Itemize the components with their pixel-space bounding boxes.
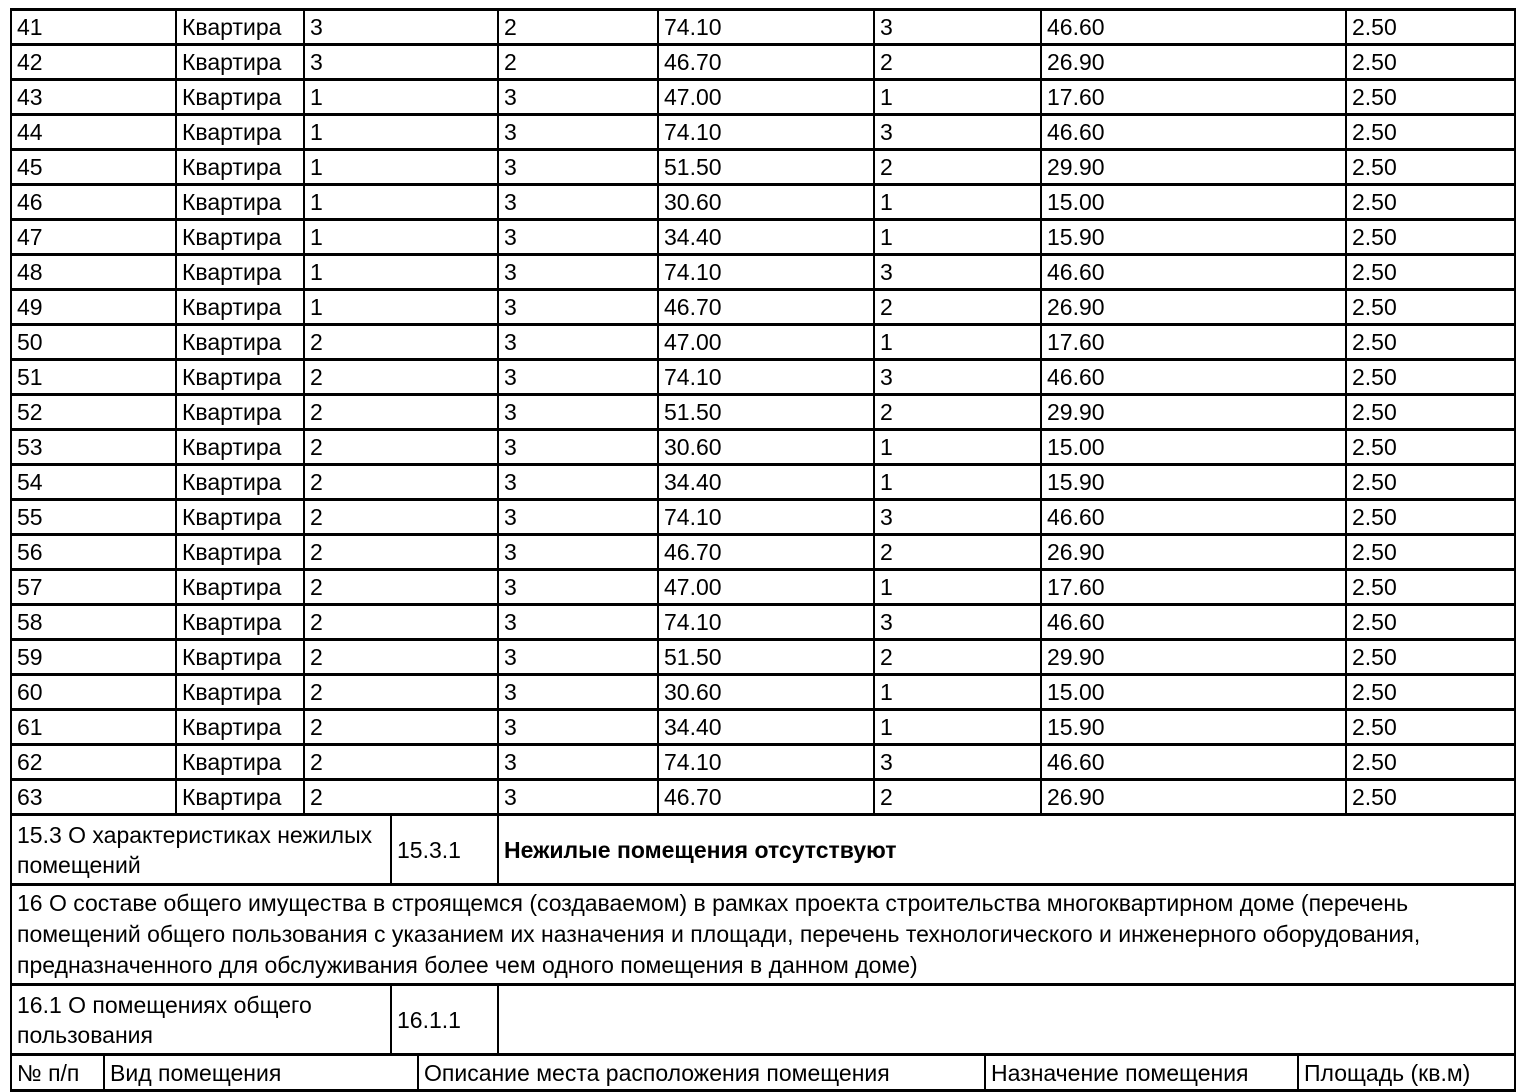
apartment-cell: 2.50 — [1346, 10, 1515, 45]
apartment-cell: 2.50 — [1346, 395, 1515, 430]
apartment-cell: Квартира — [176, 220, 304, 255]
apartment-cell: 2.50 — [1346, 220, 1515, 255]
section-16-1-code: 16.1.1 — [391, 985, 498, 1055]
apartment-cell: 42 — [11, 45, 176, 80]
apartment-cell: 1 — [874, 430, 1041, 465]
apartment-cell: 3 — [498, 115, 658, 150]
apartment-row — [11, 395, 1515, 430]
apartment-cell: 46.60 — [1041, 115, 1346, 150]
apartment-cell: 2 — [304, 535, 498, 570]
apartment-cell: 3 — [498, 255, 658, 290]
apartment-cell: 2.50 — [1346, 710, 1515, 745]
apartment-row — [11, 80, 1515, 115]
apartment-cell: 1 — [304, 220, 498, 255]
apartment-cell: 51.50 — [658, 640, 874, 675]
apartments-table — [10, 8, 1516, 816]
apartment-cell: 46.70 — [658, 535, 874, 570]
section-15-3-code: 15.3.1 — [391, 815, 498, 885]
apartments-table-body — [11, 10, 1515, 815]
apartment-cell: 2 — [874, 395, 1041, 430]
apartment-cell: 74.10 — [658, 255, 874, 290]
apartment-cell: 2.50 — [1346, 430, 1515, 465]
apartment-cell: 3 — [498, 395, 658, 430]
apartment-cell: 54 — [11, 465, 176, 500]
apartment-cell: 29.90 — [1041, 150, 1346, 185]
apartment-cell: 2 — [874, 640, 1041, 675]
apartment-cell: 1 — [874, 570, 1041, 605]
apartment-cell: 1 — [304, 185, 498, 220]
apartment-cell: Квартира — [176, 395, 304, 430]
apartment-cell: 3 — [498, 710, 658, 745]
apartment-row — [11, 430, 1515, 465]
apartment-cell: 46.70 — [658, 290, 874, 325]
apartment-cell: 46.70 — [658, 780, 874, 815]
apartment-cell: 2.50 — [1346, 745, 1515, 780]
apartment-cell: Квартира — [176, 360, 304, 395]
apartment-cell: 74.10 — [658, 745, 874, 780]
apartment-cell: 2.50 — [1346, 185, 1515, 220]
apartment-cell: 1 — [874, 675, 1041, 710]
apartment-cell: 3 — [874, 500, 1041, 535]
apartment-cell: 3 — [304, 45, 498, 80]
apartment-row — [11, 185, 1515, 220]
apartment-cell: 15.00 — [1041, 675, 1346, 710]
section-16 — [11, 885, 1515, 985]
apartment-cell: 3 — [874, 10, 1041, 45]
apartment-cell: 17.60 — [1041, 325, 1346, 360]
apartment-cell: 26.90 — [1041, 535, 1346, 570]
apartment-cell: 34.40 — [658, 220, 874, 255]
apartment-cell: 1 — [304, 255, 498, 290]
section-16-1-value — [498, 985, 1515, 1055]
apartment-cell: 3 — [498, 220, 658, 255]
apartment-cell: 57 — [11, 570, 176, 605]
apartment-cell: Квартира — [176, 255, 304, 290]
apartment-cell: 2 — [304, 325, 498, 360]
apartment-cell: 3 — [498, 430, 658, 465]
apartment-cell: 46.60 — [1041, 745, 1346, 780]
apartment-cell: 46.60 — [1041, 360, 1346, 395]
apartment-cell: 2 — [874, 150, 1041, 185]
apartment-row — [11, 640, 1515, 675]
apartment-cell: 43 — [11, 80, 176, 115]
apartment-cell: 3 — [498, 185, 658, 220]
apartment-row — [11, 500, 1515, 535]
apartment-cell: 52 — [11, 395, 176, 430]
apartment-cell: 3 — [498, 745, 658, 780]
apartment-cell: 2.50 — [1346, 255, 1515, 290]
header-cell-premise-type: Вид помещения — [104, 1055, 418, 1091]
apartment-cell: Квартира — [176, 150, 304, 185]
apartment-cell: 58 — [11, 605, 176, 640]
apartment-cell: 45 — [11, 150, 176, 185]
apartment-cell: 3 — [498, 675, 658, 710]
apartment-cell: Квартира — [176, 675, 304, 710]
apartment-row — [11, 465, 1515, 500]
header-cell-location-description: Описание места расположения помещения — [418, 1055, 985, 1091]
apartment-cell: 2.50 — [1346, 290, 1515, 325]
apartment-row — [11, 675, 1515, 710]
apartment-cell: 49 — [11, 290, 176, 325]
apartment-cell: 30.60 — [658, 185, 874, 220]
apartment-cell: 2 — [304, 745, 498, 780]
section-16-text: 16 О составе общего имущества в строящемся (создаваемом) в рамках проекта строительства многоквартирном доме (перечень помещений общего пользования с указанием их назначения и площади, перечень технологического и инженерного оборудования, предназначенного для обслуживания более чем одного помещения в данном доме) — [11, 885, 1515, 985]
apartment-cell: 3 — [498, 535, 658, 570]
apartment-cell: 1 — [874, 325, 1041, 360]
apartment-row — [11, 150, 1515, 185]
apartment-cell: 15.90 — [1041, 220, 1346, 255]
section-16-1-label: 16.1 О помещениях общего пользования — [11, 985, 391, 1055]
apartment-cell: 2 — [874, 45, 1041, 80]
apartment-cell: 2.50 — [1346, 115, 1515, 150]
section-15-3-row — [10, 813, 1516, 886]
apartment-cell: 2.50 — [1346, 500, 1515, 535]
apartment-cell: 1 — [304, 290, 498, 325]
apartment-cell: 61 — [11, 710, 176, 745]
apartment-cell: 2.50 — [1346, 535, 1515, 570]
apartment-cell: 46.60 — [1041, 500, 1346, 535]
apartment-cell: 46.60 — [1041, 10, 1346, 45]
apartment-cell: 2 — [304, 570, 498, 605]
apartment-cell: Квартира — [176, 325, 304, 360]
section-16-1 — [11, 985, 1515, 1055]
apartment-cell: Квартира — [176, 115, 304, 150]
apartment-cell: 1 — [874, 80, 1041, 115]
apartment-cell: 41 — [11, 10, 176, 45]
apartment-cell: 60 — [11, 675, 176, 710]
apartment-cell: Квартира — [176, 710, 304, 745]
apartment-cell: 44 — [11, 115, 176, 150]
apartment-cell: 3 — [498, 640, 658, 675]
apartment-cell: 2.50 — [1346, 640, 1515, 675]
apartment-cell: 15.00 — [1041, 430, 1346, 465]
apartment-cell: 2.50 — [1346, 80, 1515, 115]
apartment-cell: 51 — [11, 360, 176, 395]
apartment-row — [11, 745, 1515, 780]
apartment-row — [11, 325, 1515, 360]
apartment-cell: 2.50 — [1346, 150, 1515, 185]
apartment-cell: 1 — [304, 80, 498, 115]
section-16-row — [10, 883, 1516, 986]
apartment-cell: 46.70 — [658, 45, 874, 80]
apartment-cell: 3 — [498, 605, 658, 640]
apartment-row — [11, 605, 1515, 640]
apartment-cell: Квартира — [176, 745, 304, 780]
apartment-cell: 59 — [11, 640, 176, 675]
apartment-cell: 26.90 — [1041, 290, 1346, 325]
apartment-cell: 47.00 — [658, 80, 874, 115]
apartment-cell: 74.10 — [658, 605, 874, 640]
apartment-cell: 46.60 — [1041, 605, 1346, 640]
apartment-cell: Квартира — [176, 570, 304, 605]
apartment-cell: Квартира — [176, 500, 304, 535]
apartment-row — [11, 255, 1515, 290]
apartment-cell: 2 — [304, 430, 498, 465]
apartment-cell: 1 — [874, 185, 1041, 220]
apartment-cell: 30.60 — [658, 430, 874, 465]
apartment-cell: Квартира — [176, 185, 304, 220]
apartment-cell: 3 — [874, 745, 1041, 780]
common-premises-header-row — [10, 1053, 1516, 1092]
apartment-cell: 47.00 — [658, 325, 874, 360]
apartment-cell: 3 — [874, 115, 1041, 150]
apartment-cell: 50 — [11, 325, 176, 360]
apartment-cell: 2.50 — [1346, 570, 1515, 605]
apartment-row — [11, 220, 1515, 255]
apartment-cell: Квартира — [176, 290, 304, 325]
apartment-cell: 3 — [498, 500, 658, 535]
apartment-row — [11, 10, 1515, 45]
apartment-cell: 2 — [304, 395, 498, 430]
apartment-cell: 26.90 — [1041, 45, 1346, 80]
apartment-cell: 26.90 — [1041, 780, 1346, 815]
apartment-cell: 34.40 — [658, 710, 874, 745]
apartment-cell: 3 — [498, 360, 658, 395]
apartment-row — [11, 290, 1515, 325]
apartment-cell: 51.50 — [658, 395, 874, 430]
apartment-cell: 74.10 — [658, 115, 874, 150]
apartment-row — [11, 570, 1515, 605]
apartment-cell: 53 — [11, 430, 176, 465]
apartment-cell: 15.90 — [1041, 710, 1346, 745]
apartment-cell: 17.60 — [1041, 80, 1346, 115]
section-16-1-row — [10, 983, 1516, 1056]
apartment-row — [11, 115, 1515, 150]
apartment-cell: 63 — [11, 780, 176, 815]
apartment-cell: 1 — [874, 220, 1041, 255]
apartment-cell: 2.50 — [1346, 325, 1515, 360]
apartment-cell: 3 — [498, 290, 658, 325]
apartment-cell: 62 — [11, 745, 176, 780]
apartment-cell: 2 — [304, 675, 498, 710]
apartment-cell: 3 — [874, 255, 1041, 290]
section-15-3-label: 15.3 О характеристиках нежилых помещений — [11, 815, 391, 885]
apartment-cell: 34.40 — [658, 465, 874, 500]
header-cell-number: № п/п — [11, 1055, 104, 1091]
apartment-cell: 55 — [11, 500, 176, 535]
apartment-cell: 51.50 — [658, 150, 874, 185]
apartment-cell: 74.10 — [658, 10, 874, 45]
apartment-cell: 1 — [874, 710, 1041, 745]
apartment-cell: 2.50 — [1346, 465, 1515, 500]
apartment-cell: Квартира — [176, 640, 304, 675]
section-15-3-value: Нежилые помещения отсутствуют — [498, 815, 1515, 885]
apartment-cell: 2 — [304, 605, 498, 640]
apartment-cell: 2 — [304, 500, 498, 535]
apartment-row — [11, 710, 1515, 745]
header-cell-area: Площадь (кв.м) — [1298, 1055, 1515, 1091]
apartment-cell: 2.50 — [1346, 360, 1515, 395]
apartment-cell: Квартира — [176, 465, 304, 500]
apartment-cell: 30.60 — [658, 675, 874, 710]
apartment-cell: Квартира — [176, 80, 304, 115]
apartment-cell: 3 — [874, 605, 1041, 640]
apartment-cell: 2 — [874, 780, 1041, 815]
apartment-cell: 2 — [304, 780, 498, 815]
apartment-row — [11, 535, 1515, 570]
apartment-row — [11, 45, 1515, 80]
common-premises-header — [11, 1055, 1515, 1091]
apartment-row — [11, 360, 1515, 395]
apartment-cell: 3 — [498, 570, 658, 605]
apartment-cell: Квартира — [176, 605, 304, 640]
apartment-cell: 3 — [498, 325, 658, 360]
apartment-cell: 48 — [11, 255, 176, 290]
apartment-cell: 2 — [498, 10, 658, 45]
section-15-3 — [11, 815, 1515, 885]
apartment-cell: 3 — [304, 10, 498, 45]
apartment-cell: 2.50 — [1346, 675, 1515, 710]
apartment-cell: 2 — [874, 535, 1041, 570]
apartment-cell: Квартира — [176, 780, 304, 815]
apartment-cell: 1 — [874, 465, 1041, 500]
apartment-cell: 15.90 — [1041, 465, 1346, 500]
apartment-cell: Квартира — [176, 10, 304, 45]
apartment-cell: 47 — [11, 220, 176, 255]
apartment-cell: 2.50 — [1346, 605, 1515, 640]
apartment-cell: 2.50 — [1346, 45, 1515, 80]
apartment-cell: 29.90 — [1041, 640, 1346, 675]
apartment-cell: 3 — [498, 465, 658, 500]
apartment-cell: Квартира — [176, 430, 304, 465]
apartment-cell: 3 — [498, 80, 658, 115]
apartment-cell: 3 — [498, 150, 658, 185]
apartment-cell: 2 — [874, 290, 1041, 325]
apartment-cell: 46.60 — [1041, 255, 1346, 290]
apartment-cell: 17.60 — [1041, 570, 1346, 605]
apartment-cell: 15.00 — [1041, 185, 1346, 220]
apartment-row — [11, 780, 1515, 815]
apartment-cell: 2 — [304, 710, 498, 745]
apartment-cell: 3 — [498, 780, 658, 815]
apartment-cell: 47.00 — [658, 570, 874, 605]
header-cell-purpose: Назначение помещения — [985, 1055, 1298, 1091]
apartment-cell: 2 — [304, 465, 498, 500]
apartment-cell: 1 — [304, 115, 498, 150]
apartment-cell: 2 — [498, 45, 658, 80]
apartment-cell: 3 — [874, 360, 1041, 395]
apartment-cell: 2 — [304, 640, 498, 675]
apartment-cell: 2 — [304, 360, 498, 395]
apartment-cell: 74.10 — [658, 360, 874, 395]
apartment-cell: 46 — [11, 185, 176, 220]
apartment-cell: 74.10 — [658, 500, 874, 535]
apartment-cell: 56 — [11, 535, 176, 570]
apartment-cell: Квартира — [176, 535, 304, 570]
apartment-cell: 2.50 — [1346, 780, 1515, 815]
apartment-cell: 1 — [304, 150, 498, 185]
apartment-cell: Квартира — [176, 45, 304, 80]
apartment-cell: 29.90 — [1041, 395, 1346, 430]
